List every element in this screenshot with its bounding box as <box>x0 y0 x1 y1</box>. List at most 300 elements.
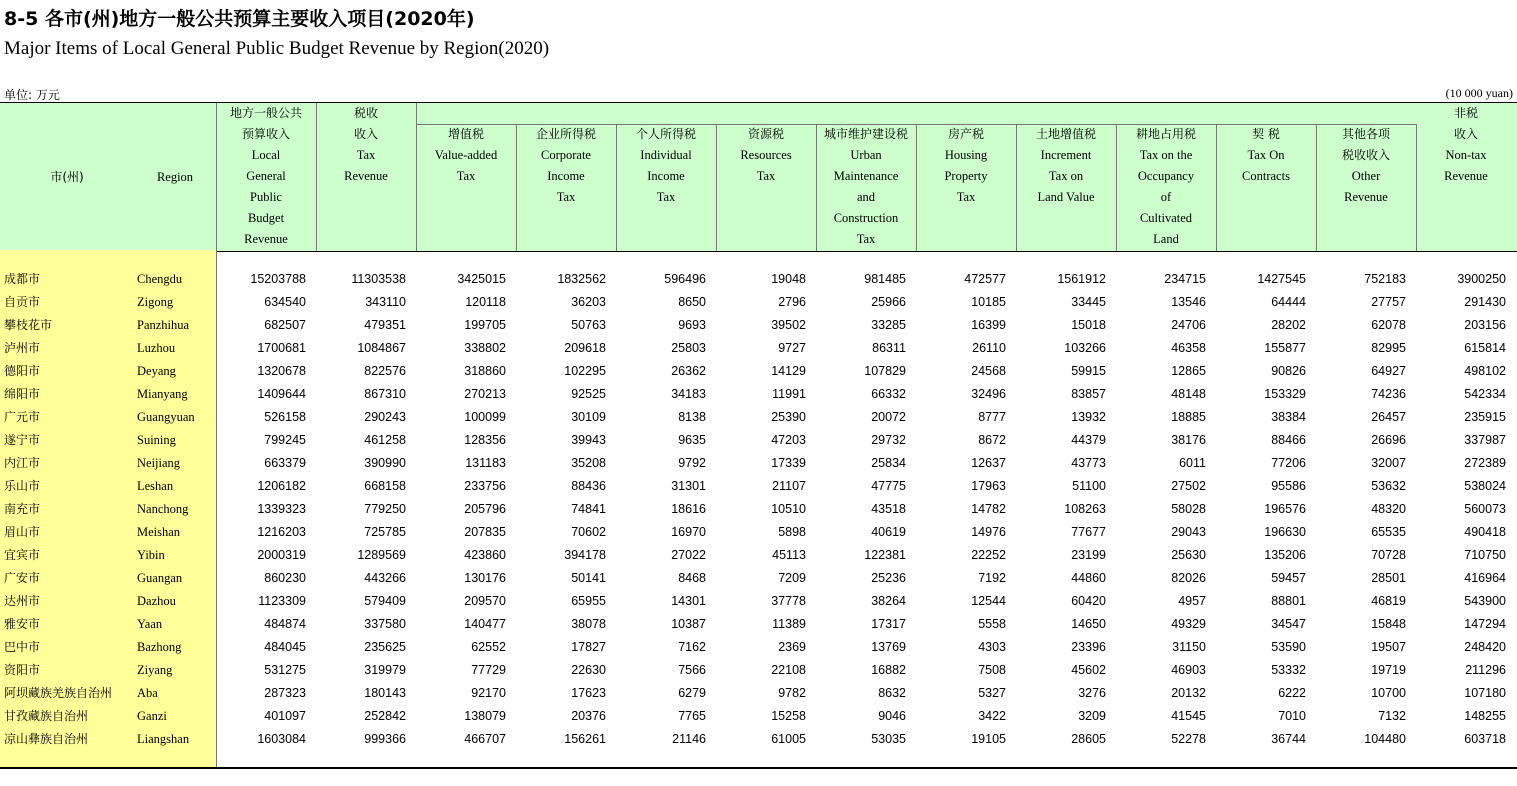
header-individual-income-tax <box>616 103 716 272</box>
region-name: Chengdu <box>137 272 183 286</box>
region-name: Ziyang <box>137 663 173 677</box>
header-line: Corporate <box>541 148 591 162</box>
header-line: Individual <box>640 148 692 162</box>
cell-housing-property-tax: 7192 <box>978 571 1006 585</box>
page-title-cn: 8-5 各市(州)地方一般公共预算主要收入项目(2020年) <box>4 8 475 30</box>
cell-housing-property-tax: 19105 <box>971 732 1006 746</box>
header-line: Increment <box>1040 148 1092 162</box>
cell-non-tax-revenue: 538024 <box>1464 479 1506 493</box>
region-name: Luzhou <box>137 341 176 355</box>
cell-contracts-tax: 38384 <box>1271 410 1306 424</box>
cell-value-added-tax: 130176 <box>464 571 506 585</box>
cell-other-tax-revenue: 46819 <box>1371 594 1406 608</box>
cell-land-value-increment-tax: 13932 <box>1071 410 1106 424</box>
cell-value-added-tax: 131183 <box>465 456 506 470</box>
cell-individual-income-tax: 18616 <box>671 502 706 516</box>
header-general-revenue <box>216 103 316 251</box>
cell-land-value-increment-tax: 28605 <box>1071 732 1106 746</box>
cell-housing-property-tax: 16399 <box>971 318 1006 332</box>
cell-non-tax-revenue: 272389 <box>1464 456 1506 470</box>
city-name: 甘孜藏族自治州 <box>4 709 89 723</box>
header-line: Tax on <box>1048 169 1084 183</box>
cell-other-tax-revenue: 10700 <box>1371 686 1406 700</box>
cell-cultivated-land-tax: 82026 <box>1171 571 1206 585</box>
cell-cultivated-land-tax: 20132 <box>1171 686 1206 700</box>
header-resources-tax <box>716 103 816 272</box>
cell-corporate-income-tax: 39943 <box>571 433 606 447</box>
table-row <box>0 406 1517 429</box>
region-name: Guangyuan <box>137 410 195 424</box>
table-header <box>0 102 1517 252</box>
cell-value-added-tax: 138079 <box>464 709 506 723</box>
cell-resources-tax: 9782 <box>778 686 806 700</box>
cell-land-value-increment-tax: 23396 <box>1071 640 1106 654</box>
cell-resources-tax: 61005 <box>771 732 806 746</box>
cell-contracts-tax: 64444 <box>1271 295 1306 309</box>
cell-contracts-tax: 28202 <box>1271 318 1306 332</box>
region-name: Guangan <box>137 571 183 585</box>
cell-corporate-income-tax: 35208 <box>571 456 606 470</box>
cell-urban-maintenance-tax: 25834 <box>871 456 906 470</box>
city-name: 雅安市 <box>4 617 41 631</box>
cell-tax-revenue: 867310 <box>364 387 406 401</box>
cell-land-value-increment-tax: 44860 <box>1071 571 1106 585</box>
cell-cultivated-land-tax: 52278 <box>1171 732 1206 746</box>
city-name: 达州市 <box>4 594 41 608</box>
cell-general-revenue: 526158 <box>264 410 306 424</box>
cell-general-revenue: 860230 <box>264 571 306 585</box>
table-row <box>0 268 1517 291</box>
cell-individual-income-tax: 34183 <box>671 387 706 401</box>
header-line: Land <box>1153 232 1179 246</box>
header-line: Housing <box>944 148 988 162</box>
city-name: 内江市 <box>4 456 41 470</box>
header-line: 其他各项 <box>1341 127 1390 141</box>
header-line: 收入 <box>353 127 378 141</box>
cell-housing-property-tax: 24568 <box>971 364 1006 378</box>
cell-urban-maintenance-tax: 8632 <box>878 686 906 700</box>
cell-general-revenue: 1700681 <box>257 341 306 355</box>
cell-land-value-increment-tax: 3209 <box>1078 709 1106 723</box>
cell-corporate-income-tax: 30109 <box>571 410 606 424</box>
cell-urban-maintenance-tax: 107829 <box>864 364 906 378</box>
cell-non-tax-revenue: 147294 <box>1464 617 1506 631</box>
cell-cultivated-land-tax: 13546 <box>1171 295 1206 309</box>
header-line: 市(州) <box>50 170 84 184</box>
city-name: 乐山市 <box>4 479 41 493</box>
cell-resources-tax: 21107 <box>772 479 806 493</box>
cell-other-tax-revenue: 53632 <box>1371 479 1406 493</box>
cell-tax-revenue: 390990 <box>364 456 406 470</box>
city-name: 广元市 <box>4 410 41 424</box>
cell-cultivated-land-tax: 6011 <box>1179 456 1206 470</box>
table-row <box>0 475 1517 498</box>
city-name: 凉山彝族自治州 <box>4 732 89 746</box>
header-line: Tax <box>956 190 976 204</box>
cell-tax-revenue: 668158 <box>364 479 406 493</box>
cell-tax-revenue: 725785 <box>364 525 406 539</box>
cell-individual-income-tax: 7162 <box>678 640 706 654</box>
cell-cultivated-land-tax: 25630 <box>1171 548 1206 562</box>
cell-individual-income-tax: 31301 <box>671 479 706 493</box>
cell-urban-maintenance-tax: 13769 <box>871 640 906 654</box>
cell-other-tax-revenue: 70728 <box>1371 548 1406 562</box>
cell-general-revenue: 1320678 <box>257 364 306 378</box>
cell-urban-maintenance-tax: 25966 <box>871 295 906 309</box>
cell-other-tax-revenue: 28501 <box>1371 571 1406 585</box>
cell-general-revenue: 401097 <box>264 709 306 723</box>
city-name: 攀枝花市 <box>4 318 53 332</box>
cell-tax-revenue: 779250 <box>364 502 406 516</box>
cell-contracts-tax: 36744 <box>1271 732 1306 746</box>
header-line: Construction <box>833 211 899 225</box>
region-name: Meishan <box>137 525 181 539</box>
cell-housing-property-tax: 12637 <box>971 456 1006 470</box>
cell-resources-tax: 45113 <box>772 548 806 562</box>
cell-tax-revenue: 822576 <box>364 364 406 378</box>
cell-individual-income-tax: 8468 <box>678 571 706 585</box>
table-row <box>0 429 1517 452</box>
cell-urban-maintenance-tax: 53035 <box>871 732 906 746</box>
unit-label-en: (10 000 yuan) <box>1445 86 1513 100</box>
table-row <box>0 728 1517 751</box>
cell-resources-tax: 2796 <box>778 295 806 309</box>
region-name: Ganzi <box>137 709 167 723</box>
cell-other-tax-revenue: 7132 <box>1378 709 1406 723</box>
cell-cultivated-land-tax: 49329 <box>1171 617 1206 631</box>
header-line: Revenue <box>244 232 288 246</box>
header-line: 房产税 <box>947 127 984 141</box>
cell-tax-revenue: 479351 <box>364 318 406 332</box>
header-line: 税收 <box>353 106 378 120</box>
region-name: Panzhihua <box>137 318 190 332</box>
cell-value-added-tax: 100099 <box>464 410 506 424</box>
cell-other-tax-revenue: 62078 <box>1371 318 1406 332</box>
region-name: Aba <box>137 686 158 700</box>
cell-individual-income-tax: 9693 <box>678 318 706 332</box>
cell-general-revenue: 1409644 <box>257 387 306 401</box>
cell-value-added-tax: 338802 <box>464 341 506 355</box>
cell-cultivated-land-tax: 48148 <box>1171 387 1206 401</box>
cell-individual-income-tax: 10387 <box>671 617 706 631</box>
cell-non-tax-revenue: 248420 <box>1464 640 1506 654</box>
cell-contracts-tax: 88801 <box>1271 594 1306 608</box>
unit-label-cn: 单位: 万元 <box>4 88 60 102</box>
table-row <box>0 590 1517 613</box>
table-row <box>0 544 1517 567</box>
cell-cultivated-land-tax: 31150 <box>1172 640 1206 654</box>
cell-contracts-tax: 135206 <box>1264 548 1306 562</box>
city-name: 眉山市 <box>4 525 41 539</box>
cell-cultivated-land-tax: 46358 <box>1171 341 1206 355</box>
header-line: Revenue <box>344 169 388 183</box>
cell-value-added-tax: 423860 <box>464 548 506 562</box>
cell-urban-maintenance-tax: 122381 <box>864 548 906 562</box>
table-row <box>0 291 1517 314</box>
cell-contracts-tax: 77206 <box>1271 456 1306 470</box>
cell-individual-income-tax: 8138 <box>678 410 706 424</box>
header-line: 耕地占用税 <box>1135 127 1196 141</box>
cell-urban-maintenance-tax: 43518 <box>871 502 906 516</box>
cell-cultivated-land-tax: 46903 <box>1171 663 1206 677</box>
cell-other-tax-revenue: 26696 <box>1371 433 1406 447</box>
header-line: Tax <box>456 169 476 183</box>
cell-non-tax-revenue: 235915 <box>1464 410 1506 424</box>
table-row <box>0 521 1517 544</box>
cell-value-added-tax: 466707 <box>464 732 506 746</box>
cell-corporate-income-tax: 36203 <box>571 295 606 309</box>
header-line: Budget <box>247 211 285 225</box>
region-name: Zigong <box>137 295 174 309</box>
cell-other-tax-revenue: 27757 <box>1371 295 1406 309</box>
cell-corporate-income-tax: 394178 <box>564 548 606 562</box>
cell-value-added-tax: 77729 <box>471 663 506 677</box>
header-line: Tax <box>756 169 776 183</box>
table-row <box>0 314 1517 337</box>
cell-individual-income-tax: 9635 <box>678 433 706 447</box>
cell-cultivated-land-tax: 18885 <box>1171 410 1206 424</box>
header-line: Region <box>156 170 194 184</box>
header-corporate-income-tax <box>516 103 616 272</box>
region-name: Deyang <box>137 364 176 378</box>
cell-contracts-tax: 59457 <box>1271 571 1306 585</box>
header-housing-property-tax <box>916 103 1016 272</box>
cell-resources-tax: 2369 <box>778 640 806 654</box>
cell-non-tax-revenue: 542334 <box>1464 387 1506 401</box>
cell-value-added-tax: 120118 <box>465 295 506 309</box>
header-line: Other <box>1351 169 1381 183</box>
city-name: 广安市 <box>4 571 41 585</box>
table-row <box>0 452 1517 475</box>
cell-housing-property-tax: 10185 <box>971 295 1006 309</box>
cell-tax-revenue: 319979 <box>364 663 406 677</box>
cell-urban-maintenance-tax: 29732 <box>871 433 906 447</box>
cell-housing-property-tax: 7508 <box>978 663 1006 677</box>
header-tax-revenue <box>316 103 416 251</box>
cell-non-tax-revenue: 211296 <box>1465 663 1506 677</box>
cell-other-tax-revenue: 32007 <box>1371 456 1406 470</box>
region-name: Liangshan <box>137 732 190 746</box>
cell-urban-maintenance-tax: 981485 <box>864 272 906 286</box>
header-cultivated-land-tax <box>1116 103 1216 272</box>
header-line: Cultivated <box>1139 211 1193 225</box>
table-row <box>0 498 1517 521</box>
cell-land-value-increment-tax: 15018 <box>1071 318 1106 332</box>
cell-housing-property-tax: 17963 <box>971 479 1006 493</box>
cell-land-value-increment-tax: 43773 <box>1071 456 1106 470</box>
cell-tax-revenue: 235625 <box>364 640 406 654</box>
header-line: Maintenance <box>833 169 899 183</box>
city-name: 泸州市 <box>4 341 41 355</box>
cell-urban-maintenance-tax: 86311 <box>872 341 906 355</box>
page-title-en: Major Items of Local General Public Budget Revenue by Region(2020) <box>4 38 550 59</box>
cell-corporate-income-tax: 88436 <box>571 479 606 493</box>
header-line: 预算收入 <box>241 127 290 141</box>
cell-general-revenue: 1216203 <box>257 525 306 539</box>
cell-tax-revenue: 11303538 <box>351 272 406 286</box>
cell-non-tax-revenue: 603718 <box>1464 732 1506 746</box>
cell-urban-maintenance-tax: 9046 <box>878 709 906 723</box>
table-row <box>0 659 1517 682</box>
cell-urban-maintenance-tax: 40619 <box>871 525 906 539</box>
cell-non-tax-revenue: 3900250 <box>1457 272 1506 286</box>
cell-tax-revenue: 579409 <box>364 594 406 608</box>
cell-value-added-tax: 199705 <box>464 318 506 332</box>
cell-corporate-income-tax: 1832562 <box>557 272 606 286</box>
table-row <box>0 567 1517 590</box>
header-value-added-tax <box>416 103 516 272</box>
city-name: 资阳市 <box>4 663 41 677</box>
cell-contracts-tax: 53332 <box>1271 663 1306 677</box>
cell-tax-revenue: 290243 <box>364 410 406 424</box>
header-line: 收入 <box>1453 127 1478 141</box>
cell-corporate-income-tax: 20376 <box>571 709 606 723</box>
cell-resources-tax: 22108 <box>771 663 806 677</box>
cell-cultivated-land-tax: 4957 <box>1178 594 1206 608</box>
cell-contracts-tax: 1427545 <box>1257 272 1306 286</box>
cell-non-tax-revenue: 337987 <box>1464 433 1506 447</box>
cell-land-value-increment-tax: 45602 <box>1071 663 1106 677</box>
cell-land-value-increment-tax: 77677 <box>1071 525 1106 539</box>
cell-non-tax-revenue: 615814 <box>1464 341 1506 355</box>
cell-land-value-increment-tax: 59915 <box>1071 364 1106 378</box>
cell-cultivated-land-tax: 41545 <box>1171 709 1206 723</box>
cell-land-value-increment-tax: 51100 <box>1072 479 1106 493</box>
cell-urban-maintenance-tax: 66332 <box>871 387 906 401</box>
region-name: Leshan <box>137 479 174 493</box>
cell-urban-maintenance-tax: 16882 <box>871 663 906 677</box>
cell-cultivated-land-tax: 12865 <box>1171 364 1206 378</box>
header-line: Property <box>944 169 988 183</box>
region-name: Suining <box>137 433 176 447</box>
cell-other-tax-revenue: 74236 <box>1371 387 1406 401</box>
cell-corporate-income-tax: 22630 <box>571 663 606 677</box>
cell-individual-income-tax: 16970 <box>671 525 706 539</box>
cell-contracts-tax: 196576 <box>1264 502 1306 516</box>
city-name: 绵阳市 <box>4 387 41 401</box>
cell-urban-maintenance-tax: 20072 <box>871 410 906 424</box>
cell-cultivated-land-tax: 29043 <box>1171 525 1206 539</box>
cell-contracts-tax: 153329 <box>1264 387 1306 401</box>
cell-tax-revenue: 461258 <box>364 433 406 447</box>
cell-corporate-income-tax: 65955 <box>571 594 606 608</box>
region-name: Dazhou <box>137 594 176 608</box>
header-contracts-tax <box>1216 103 1316 272</box>
header-line: Revenue <box>1444 169 1488 183</box>
cell-value-added-tax: 128356 <box>464 433 506 447</box>
cell-corporate-income-tax: 17623 <box>571 686 606 700</box>
cell-resources-tax: 10510 <box>771 502 806 516</box>
cell-land-value-increment-tax: 108263 <box>1064 502 1106 516</box>
cell-urban-maintenance-tax: 17317 <box>871 617 906 631</box>
cell-value-added-tax: 3425015 <box>457 272 506 286</box>
cell-other-tax-revenue: 64927 <box>1371 364 1406 378</box>
cell-non-tax-revenue: 560073 <box>1464 502 1506 516</box>
cell-resources-tax: 7209 <box>778 571 806 585</box>
cell-general-revenue: 2000319 <box>257 548 306 562</box>
cell-value-added-tax: 233756 <box>464 479 506 493</box>
cell-resources-tax: 47203 <box>771 433 806 447</box>
region-name: Nanchong <box>137 502 189 516</box>
header-line: 契 税 <box>1252 127 1280 141</box>
cell-housing-property-tax: 32496 <box>971 387 1006 401</box>
header-line: Tax On <box>1247 148 1285 162</box>
header-line: Contracts <box>1242 169 1290 183</box>
cell-individual-income-tax: 25803 <box>671 341 706 355</box>
cell-individual-income-tax: 7765 <box>678 709 706 723</box>
cell-individual-income-tax: 21146 <box>672 732 706 746</box>
cell-land-value-increment-tax: 14650 <box>1071 617 1106 631</box>
cell-land-value-increment-tax: 23199 <box>1071 548 1106 562</box>
cell-land-value-increment-tax: 3276 <box>1078 686 1106 700</box>
cell-value-added-tax: 62552 <box>471 640 506 654</box>
cell-contracts-tax: 90826 <box>1271 364 1306 378</box>
cell-tax-revenue: 999366 <box>364 732 406 746</box>
cell-value-added-tax: 92170 <box>471 686 506 700</box>
region-name: Neijiang <box>137 456 181 470</box>
cell-individual-income-tax: 6279 <box>678 686 706 700</box>
cell-other-tax-revenue: 104480 <box>1364 732 1406 746</box>
cell-corporate-income-tax: 50141 <box>571 571 606 585</box>
header-line: Tax <box>856 232 876 246</box>
cell-non-tax-revenue: 710750 <box>1464 548 1506 562</box>
cell-general-revenue: 15203788 <box>250 272 306 286</box>
cell-general-revenue: 484045 <box>264 640 306 654</box>
table-row <box>0 360 1517 383</box>
cell-general-revenue: 663379 <box>264 456 306 470</box>
table-bottom-rule <box>0 767 1517 769</box>
city-name: 自贡市 <box>4 295 41 309</box>
header-line: Urban <box>850 148 882 162</box>
cell-general-revenue: 531275 <box>264 663 306 677</box>
cell-cultivated-land-tax: 24706 <box>1171 318 1206 332</box>
header-line: General <box>246 169 286 183</box>
header-line: Non-tax <box>1445 148 1487 162</box>
cell-contracts-tax: 196630 <box>1264 525 1306 539</box>
cell-value-added-tax: 207835 <box>464 525 506 539</box>
cell-general-revenue: 1339323 <box>257 502 306 516</box>
cell-general-revenue: 484874 <box>264 617 306 631</box>
cell-housing-property-tax: 22252 <box>971 548 1006 562</box>
cell-urban-maintenance-tax: 25236 <box>871 571 906 585</box>
cell-resources-tax: 11389 <box>772 617 806 631</box>
cell-corporate-income-tax: 74841 <box>571 502 606 516</box>
cell-general-revenue: 799245 <box>264 433 306 447</box>
region-name: Yaan <box>137 617 163 631</box>
cell-value-added-tax: 318860 <box>464 364 506 378</box>
cell-tax-revenue: 180143 <box>364 686 406 700</box>
cell-cultivated-land-tax: 58028 <box>1171 502 1206 516</box>
header-line: Land Value <box>1037 190 1095 204</box>
header-line: 资源税 <box>747 127 784 141</box>
header-line: 非税 <box>1453 106 1478 120</box>
cell-corporate-income-tax: 50763 <box>571 318 606 332</box>
cell-corporate-income-tax: 17827 <box>571 640 606 654</box>
cell-housing-property-tax: 14976 <box>971 525 1006 539</box>
cell-other-tax-revenue: 15848 <box>1371 617 1406 631</box>
header-line: Value-added <box>434 148 498 162</box>
cell-tax-revenue: 443266 <box>364 571 406 585</box>
cell-contracts-tax: 34547 <box>1271 617 1306 631</box>
cell-housing-property-tax: 8672 <box>978 433 1006 447</box>
table-row <box>0 337 1517 360</box>
cell-housing-property-tax: 472577 <box>964 272 1006 286</box>
cell-resources-tax: 15258 <box>771 709 806 723</box>
header-line: 地方一般公共 <box>229 106 302 120</box>
table-row <box>0 682 1517 705</box>
cell-individual-income-tax: 596496 <box>664 272 706 286</box>
cell-land-value-increment-tax: 83857 <box>1071 387 1106 401</box>
